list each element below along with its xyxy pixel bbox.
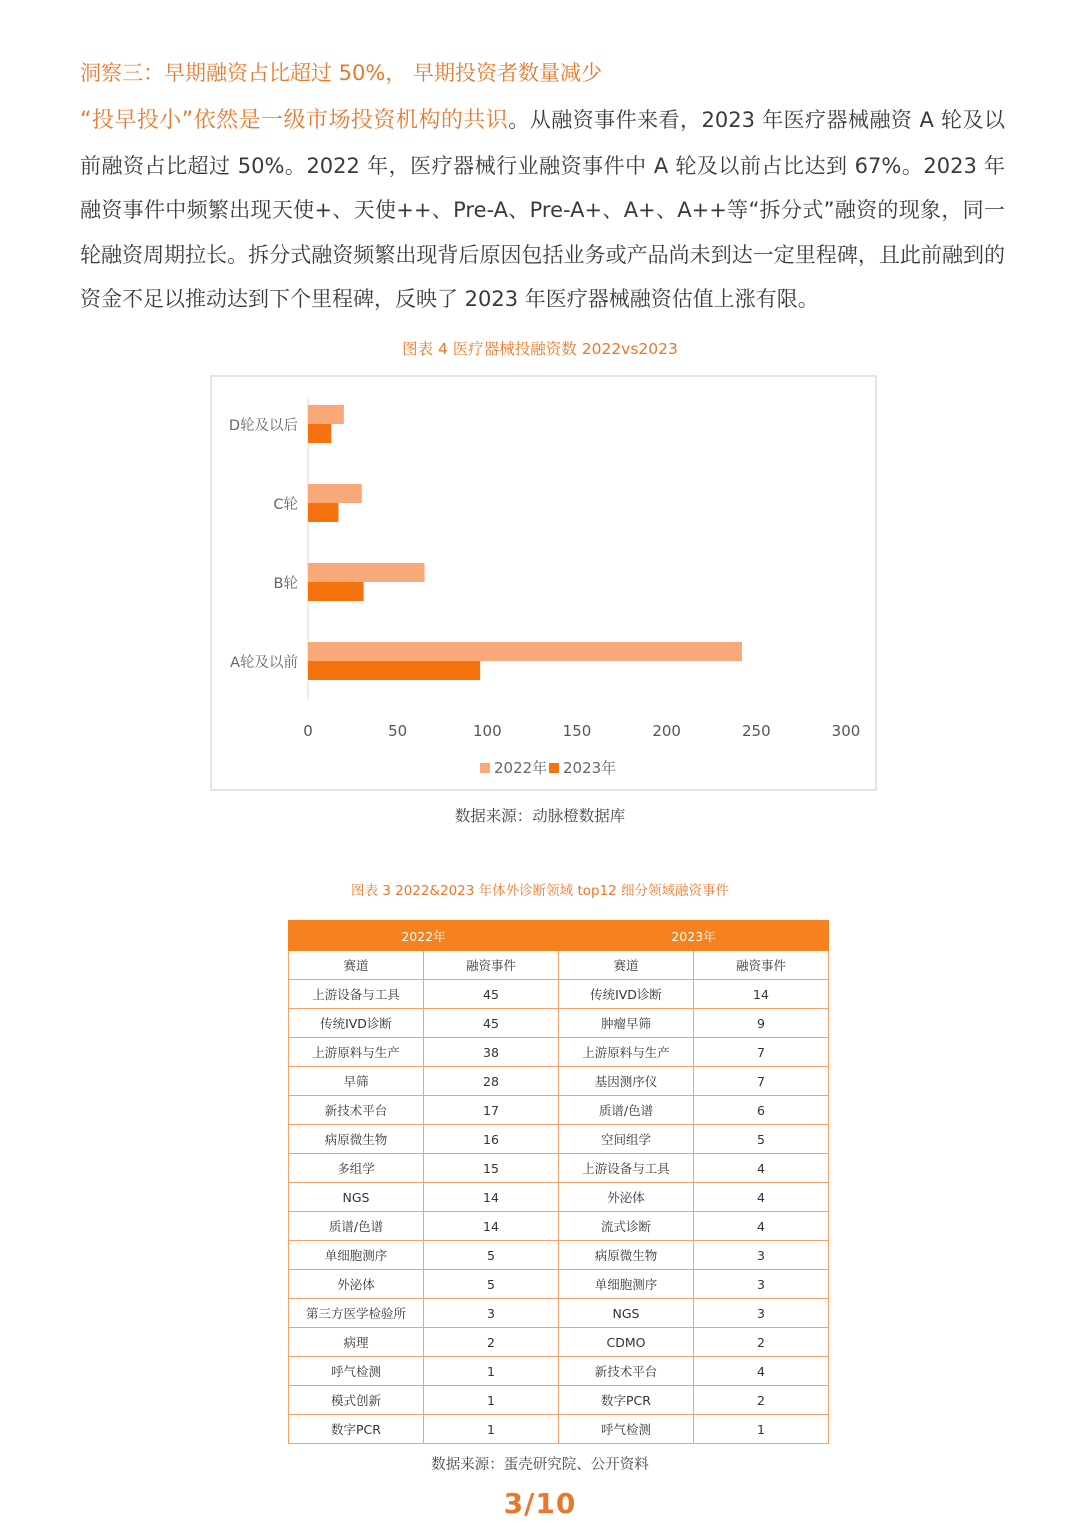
cell-events-2023: 14	[694, 980, 829, 1009]
cell-track-2022: 第三方医学检验所	[289, 1299, 424, 1328]
cell-events-2022: 14	[424, 1183, 559, 1212]
table-row	[289, 1183, 829, 1212]
x-tick-label: 300	[831, 722, 861, 740]
cell-events-2022: 3	[424, 1299, 559, 1328]
cell-events-2022: 5	[424, 1270, 559, 1299]
cell-track-2022: 质谱/色谱	[289, 1212, 424, 1241]
table-row	[289, 1241, 829, 1270]
section-heading: 洞察三：早期融资占比超过 50%， 早期投资者数量减少	[80, 61, 603, 85]
cell-track-2022: 外泌体	[289, 1270, 424, 1299]
column-header-row	[289, 951, 829, 980]
cell-events-2023: 4	[694, 1357, 829, 1386]
x-tick-label: 50	[388, 722, 408, 740]
cell-events-2023: 4	[694, 1212, 829, 1241]
cell-events-2022: 14	[424, 1212, 559, 1241]
body-paragraph	[80, 98, 1005, 322]
funding-rounds-chart	[210, 375, 877, 791]
category-label: D轮及以后	[228, 418, 298, 434]
cell-track-2023: 新技术平台	[559, 1357, 694, 1386]
cell-track-2023: 基因测序仪	[559, 1067, 694, 1096]
legend-swatch	[549, 763, 559, 773]
table-row	[289, 1299, 829, 1328]
category-label: B轮	[273, 576, 298, 592]
table-row	[289, 1386, 829, 1415]
cell-track-2022: 呼气检测	[289, 1357, 424, 1386]
year-header-row	[289, 921, 829, 951]
cell-track-2023: CDMO	[559, 1328, 694, 1357]
bar-2023	[308, 503, 338, 522]
legend-label: 2023年	[563, 759, 617, 777]
cell-events-2022: 15	[424, 1154, 559, 1183]
cell-events-2022: 45	[424, 980, 559, 1009]
category-label: C轮	[273, 497, 298, 513]
figure1-title: 图表 4 医疗器械投融资数 2022vs2023	[402, 340, 678, 358]
x-tick-label: 250	[742, 722, 771, 740]
cell-track-2023: 空间组学	[559, 1125, 694, 1154]
cell-track-2023: 质谱/色谱	[559, 1096, 694, 1125]
cell-track-2023: 呼气检测	[559, 1415, 694, 1444]
cell-track-2022: 单细胞测序	[289, 1241, 424, 1270]
cell-track-2022: NGS	[289, 1183, 424, 1212]
year-header-2022: 2022年	[289, 921, 559, 951]
ivd-table-container	[288, 920, 829, 1444]
ivd-funding-table	[288, 920, 829, 1444]
col-header-track-2022: 赛道	[289, 951, 424, 980]
cell-track-2022: 上游设备与工具	[289, 980, 424, 1009]
cell-events-2022: 28	[424, 1067, 559, 1096]
x-tick-label: 150	[562, 722, 592, 740]
cell-track-2022: 病原微生物	[289, 1125, 424, 1154]
legend-label: 2022年	[494, 759, 548, 777]
col-header-track-2023: 赛道	[559, 951, 694, 980]
cell-track-2022: 新技术平台	[289, 1096, 424, 1125]
cell-track-2023: 上游设备与工具	[559, 1154, 694, 1183]
legend-swatch	[480, 763, 490, 773]
cell-events-2023: 7	[694, 1067, 829, 1096]
category-label: A轮及以前	[230, 655, 298, 671]
cell-track-2023: 病原微生物	[559, 1241, 694, 1270]
table-row	[289, 1415, 829, 1444]
cell-track-2022: 数字PCR	[289, 1415, 424, 1444]
cell-events-2022: 45	[424, 1009, 559, 1038]
col-header-events-2023: 融资事件	[694, 951, 829, 980]
cell-track-2022: 上游原料与生产	[289, 1038, 424, 1067]
cell-track-2022: 早筛	[289, 1067, 424, 1096]
cell-events-2022: 5	[424, 1241, 559, 1270]
bar-chart-svg	[212, 377, 875, 789]
cell-events-2023: 4	[694, 1183, 829, 1212]
cell-track-2022: 传统IVD诊断	[289, 1009, 424, 1038]
figure1-source: 数据来源：动脉橙数据库	[454, 807, 626, 825]
cell-track-2022: 病理	[289, 1328, 424, 1357]
x-tick-label: 200	[652, 722, 681, 740]
figure2-title: 图表 3 2022&2023 年体外诊断领域 top12 细分领域融资事件	[350, 883, 730, 899]
table-row	[289, 1154, 829, 1183]
cell-events-2022: 2	[424, 1328, 559, 1357]
cell-events-2023: 3	[694, 1270, 829, 1299]
col-header-events-2022: 融资事件	[424, 951, 559, 980]
figure2-source: 数据来源：蛋壳研究院、公开资料	[431, 1457, 649, 1473]
table-row	[289, 1067, 829, 1096]
bar-2022	[308, 563, 425, 582]
cell-events-2022: 16	[424, 1125, 559, 1154]
x-tick-label: 100	[473, 722, 502, 740]
cell-events-2023: 6	[694, 1096, 829, 1125]
cell-events-2023: 5	[694, 1125, 829, 1154]
bar-2022	[308, 642, 742, 661]
bar-2023	[308, 661, 480, 680]
bar-2023	[308, 582, 364, 601]
cell-events-2023: 3	[694, 1241, 829, 1270]
year-header-2023: 2023年	[559, 921, 829, 951]
cell-events-2022: 1	[424, 1386, 559, 1415]
cell-track-2022: 多组学	[289, 1154, 424, 1183]
paragraph-text: 。从融资事件来看，2023 年医疗器械融资 A 轮及以前融资占比超过 50%。2022 年，医疗器械行业融资事件中 A 轮及以前占比达到 67%。2023 年融资事件中频繁出现天使+、天使++、Pre-A、Pre-A+、A+、A++等“拆分式”融资的现象，同一轮融资周期拉长。拆分式融资频繁出现背后原因包括业务或产品尚未到达一定里程碑，且此前融到的资金不足以推动达到下个里程碑，反映了 2023 年医疗器械融资估值上涨有限。	[80, 108, 1005, 311]
cell-track-2023: 外泌体	[559, 1183, 694, 1212]
cell-track-2023: 单细胞测序	[559, 1270, 694, 1299]
table-row	[289, 1009, 829, 1038]
cell-events-2023: 3	[694, 1299, 829, 1328]
cell-events-2023: 4	[694, 1154, 829, 1183]
table-row	[289, 1212, 829, 1241]
cell-events-2022: 1	[424, 1357, 559, 1386]
cell-events-2022: 38	[424, 1038, 559, 1067]
cell-events-2023: 9	[694, 1009, 829, 1038]
paragraph-highlight: “投早投小”依然是一级市场投资机构的共识	[80, 108, 509, 133]
page-number: 3/10	[503, 1487, 577, 1520]
bar-2022	[308, 405, 344, 424]
cell-events-2023: 7	[694, 1038, 829, 1067]
cell-events-2023: 2	[694, 1328, 829, 1357]
cell-track-2023: 流式诊断	[559, 1212, 694, 1241]
table-row	[289, 1270, 829, 1299]
table-row	[289, 1096, 829, 1125]
table-row	[289, 1125, 829, 1154]
cell-track-2023: 传统IVD诊断	[559, 980, 694, 1009]
cell-track-2023: 数字PCR	[559, 1386, 694, 1415]
bar-2022	[308, 484, 362, 503]
cell-events-2023: 2	[694, 1386, 829, 1415]
bar-2023	[308, 424, 331, 443]
cell-track-2022: 模式创新	[289, 1386, 424, 1415]
cell-track-2023: 肿瘤早筛	[559, 1009, 694, 1038]
table-row	[289, 1038, 829, 1067]
table-row	[289, 1357, 829, 1386]
table-row	[289, 980, 829, 1009]
cell-track-2023: 上游原料与生产	[559, 1038, 694, 1067]
cell-events-2023: 1	[694, 1415, 829, 1444]
cell-track-2023: NGS	[559, 1299, 694, 1328]
table-row	[289, 1328, 829, 1357]
x-tick-label: 0	[303, 722, 313, 740]
cell-events-2022: 17	[424, 1096, 559, 1125]
cell-events-2022: 1	[424, 1415, 559, 1444]
